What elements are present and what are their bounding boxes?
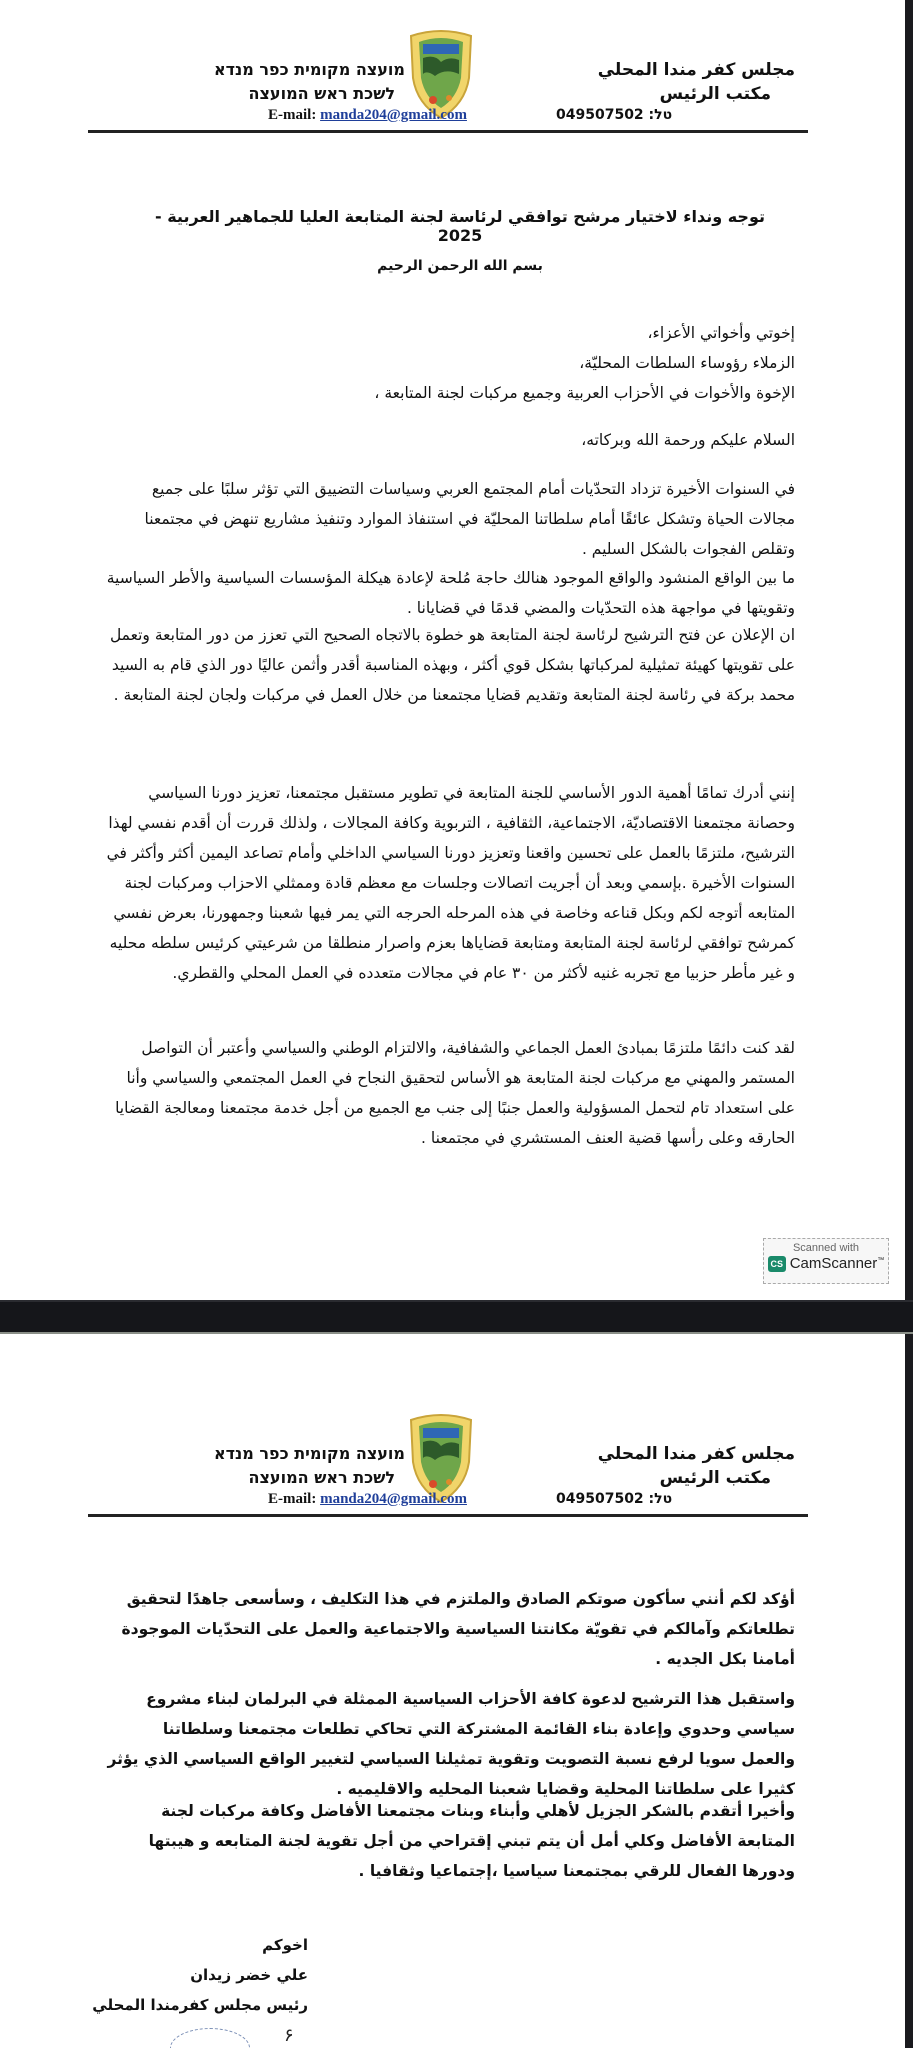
- page-separator: [0, 1300, 913, 1334]
- paragraph-joint-list: واستقبل هذا الترشيح لدعوة كافة الأحزاب السياسية الممثلة في البرلمان لبناء مشروع سياسي وحدوي وإعادة بناء القائمة المشتركة التي تحاكي تطلعات مجتمعنا وسلطاتنا والعمل سويا لرفع نسبة التصويت وتقوية تمثيلنا السياسي لتغيير الواقع السياسي الذي يؤثر كثيرا على سلطاتنا المحلية وقضايا شعبنا المحليه والاقليميه .: [107, 1690, 795, 1798]
- letterhead-arabic: [598, 58, 795, 106]
- salutations: [105, 318, 795, 408]
- camscanner-logo-icon: CS: [768, 1256, 786, 1272]
- salutation-line: الزملاء رؤوساء السلطات المحليّة،: [579, 354, 795, 372]
- office-name-hebrew: לשכת ראש המועצה: [248, 1468, 395, 1487]
- scanned-with-text: Scanned with: [792, 1242, 860, 1254]
- telephone-line: [556, 1491, 672, 1507]
- paragraph-assurance: أؤكد لكم أنني سأكون صوتكم الصادق والملتزم في هذا التكليف ، وسأسعى جاهدًا لتحقيق تطلعاتكم وآمالكم في تقويّة مكانتنا السياسية والاجتماعية والعمل على التحدّيات الموجودة أمامنا بكل الجديه .: [121, 1590, 795, 1668]
- greeting: السلام عليكم ورحمة الله وبركاته،: [581, 431, 795, 449]
- office-name-hebrew: לשכת ראש המועצה: [248, 84, 395, 103]
- signature-closing: اخوكم: [262, 1936, 308, 1954]
- tel-number: 049507502: [556, 1491, 644, 1507]
- letter-title: توجه ونداء لاختيار مرشح توافقي لرئاسة لجنة المتابعة العليا للجماهير العربية - 2025: [155, 207, 765, 245]
- camscanner-watermark: [763, 1238, 889, 1284]
- tel-number: 049507502: [556, 107, 644, 123]
- signature-mark: ۶: [284, 2025, 294, 2046]
- basmala: بسم الله الرحمن الرحيم: [377, 258, 543, 274]
- paragraph-commitment: لقد كنت دائمًا ملتزمًا بمبادئ العمل الجماعي والشفافية، والالتزام الوطني والسياسي وأعتبر أن التواصل المستمر والمهني مع مركبات لجنة المتابعة هو الأساس لتحقيق النجاح في العمل المجتمعي والسياسي وأنا على استعداد تام لتحمل المسؤولية والعمل جنبًا إلى جنب مع الجميع من أجل خدمة مجتمعنا ومعالجة القضايا الحارقه وعلى رأسها قضية العنف المستشري في مجتمعنا .: [115, 1039, 795, 1147]
- telephone-line: [556, 107, 672, 123]
- paragraph-candidacy: إنني أدرك تمامًا أهمية الدور الأساسي للجنة المتابعة في تطوير مستقبل مجتمعنا، تعزيز دورنا السياسي وحصانة مجتمعنا الاقتصاديّة، الاجتماعية، الثقافية ، التربوية وكافة المجالات ، ولذلك قررت أن أقدم نفسي لهذا الترشيح، ملتزمًا بالعمل على تحسين واقعنا وتعزيز دورنا السياسي الداخلي وأمام تصاعد اليمين أكثر وأكثر في السنوات الأخيرة .بإسمي وبعد أن أجريت اتصالات وجلسات مع معظم قادة وممثلي الاحزاب ومركبات لجنة المتابعه أتوجه لكم وبكل قناعه وخاصة في هذه المرحله الحرجه التي يمر فيها شعبنا وجمهورنا، بعرض نفسي كمرشح توافقي لرئاسة لجنة المتابعة ومتابعة قضاياها بعزم واصرار منطلقا من شرعيتي كرئيس سلطه محليه و غير مأطر حزبيا مع تجربه غنيه لأكثر من ٣٠ عام في مجالات متعدده في العمل المحلي والقطري.: [106, 784, 795, 982]
- camscanner-brand: CamScanner™: [789, 1255, 885, 1272]
- salutation-line: إخوتي وأخواتي الأعزاء،: [647, 324, 795, 342]
- email-label: E-mail:: [268, 107, 317, 123]
- letterhead: [0, 20, 905, 130]
- signature-block: [88, 1930, 308, 2020]
- office-name-arabic: مكتب الرئيس: [659, 84, 771, 104]
- scroll-edge-border: [905, 0, 913, 2048]
- letter-page-2: [0, 1334, 905, 2048]
- letterhead-hebrew: [195, 1442, 405, 1490]
- letterhead-divider: [88, 130, 808, 133]
- signatory-name: علي خضر زيدان: [190, 1966, 308, 1984]
- council-name-arabic: مجلس كفر مندا المحلي: [597, 1444, 795, 1464]
- paragraph-restructuring: ما بين الواقع المنشود والواقع الموجود هنالك حاجة مُلحة لإعادة هيكلة المؤسسات السياسية والأطر السياسية وتقويتها في مواجهة هذه التحدّيات والمضي قدمًا في قضايانا .: [106, 569, 795, 617]
- council-name-hebrew: מועצה מקומית כפר מנדא: [213, 1444, 405, 1463]
- paragraph-thanks: وأخيرا أتقدم بالشكر الجزيل لأهلي وأبناء وبنات مجتمعنا الأفاضل وكافة مركبات لجنة المتابعة الأفاضل وكلي أمل أن يتم تبني إقتراحي من أجل تقوية لجنة المتابعه و هيبتها ودورها الفعال للرقي بمجتمعنا سياسيا ،إجتماعيا وثقافيا .: [148, 1802, 795, 1880]
- council-name-arabic: مجلس كفر مندا المحلي: [597, 60, 795, 80]
- tel-label: טל:: [648, 1491, 673, 1507]
- salutation-line: الإخوة والأخوات في الأحزاب العربية وجميع مركبات لجنة المتابعة ،: [374, 384, 795, 402]
- email-link[interactable]: manda204@gmail.com: [320, 107, 467, 123]
- tel-label: טל:: [648, 107, 673, 123]
- paragraph-challenges: في السنوات الأخيرة تزداد التحدّيات أمام المجتمع العربي وسياسات التضييق التي تؤثر سلبًا على جميع مجالات الحياة وتشكل عائقًا أمام سلطاتنا المحليّة في استنفاذ الموارد وتنفيذ مشاريع تنهض في مجتمعنا وتقلص الفجوات بالشكل السليم .: [144, 480, 795, 558]
- letterhead-divider: [88, 1514, 808, 1517]
- paragraph-nomination-announcement: ان الإعلان عن فتح الترشيح لرئاسة لجنة المتابعة هو خطوة بالاتجاه الصحيح التي تعزز من دور المتابعة وتعمل على تقويتها كهيئة تمثيلية لمركباتها بشكل قوي أكثر ، وبهذه المناسبة أقدر وأثمن عاليًا دور الذي قام به السيد محمد بركة في رئاسة لجنة المتابعة وتقديم قضايا مجتمعنا من خلال العمل في مركبات ولجان لجنة المتابعة .: [109, 626, 795, 704]
- email-label: E-mail:: [268, 1491, 317, 1507]
- letterhead-hebrew: [195, 58, 405, 106]
- council-name-hebrew: מועצה מקומית כפר מנדא: [213, 60, 405, 79]
- email-line: [268, 107, 467, 124]
- email-link[interactable]: manda204@gmail.com: [320, 1491, 467, 1507]
- email-line: [268, 1491, 467, 1508]
- signatory-position: رئيس مجلس كفرمندا المحلي: [92, 1996, 308, 2014]
- letterhead: [0, 1404, 905, 1514]
- letterhead-arabic: [598, 1442, 795, 1490]
- office-name-arabic: مكتب الرئيس: [659, 1468, 771, 1488]
